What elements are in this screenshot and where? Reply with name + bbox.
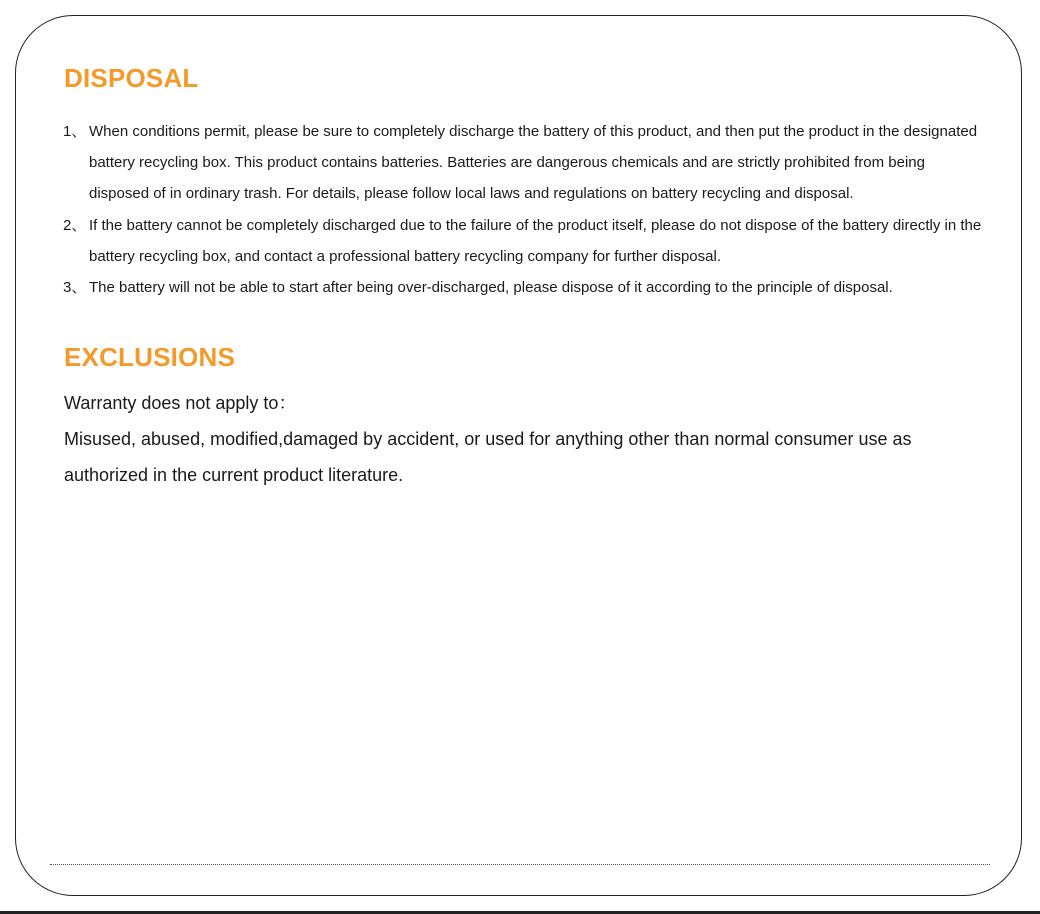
disposal-list: [64, 116, 984, 303]
exclusions-heading: EXCLUSIONS: [64, 342, 236, 373]
disposal-item-text: When conditions permit, please be sure to completely discharge the battery of this product, and then put the product in the designated battery recycling box. This product contains batteries. Batteries are dangerous chemicals and are strictly prohibited from being disposed of in ordinary trash. For details, please follow local laws and regulations on battery recycling and disposal.: [89, 123, 978, 203]
disposal-item-3: [64, 272, 984, 303]
disposal-item-text: If the battery cannot be completely discharged due to the failure of the product itself, please do not dispose of the battery directly in the battery recycling box, and contact a professional battery recycling company for further disposal.: [89, 216, 982, 265]
disposal-item-text: The battery will not be able to start after being over-discharged, please dispose of it according to the principle of disposal.: [89, 279, 893, 297]
disposal-item-number: 2、: [63, 216, 87, 234]
disposal-item-number: 3、: [63, 279, 87, 297]
disposal-item-1: [64, 116, 984, 210]
disposal-heading: DISPOSAL: [64, 63, 199, 93]
document-content: [64, 58, 984, 493]
disposal-item-2: [64, 210, 984, 272]
exclusions-intro: Warranty does not apply to：: [64, 393, 297, 414]
exclusions-body: [64, 385, 984, 493]
exclusions-text: Misused, abused, modified,damaged by accident, or used for anything other than normal consumer use as authorized in the current product literature.: [64, 429, 912, 486]
dotted-separator: [50, 864, 990, 865]
disposal-item-number: 1、: [63, 123, 87, 140]
